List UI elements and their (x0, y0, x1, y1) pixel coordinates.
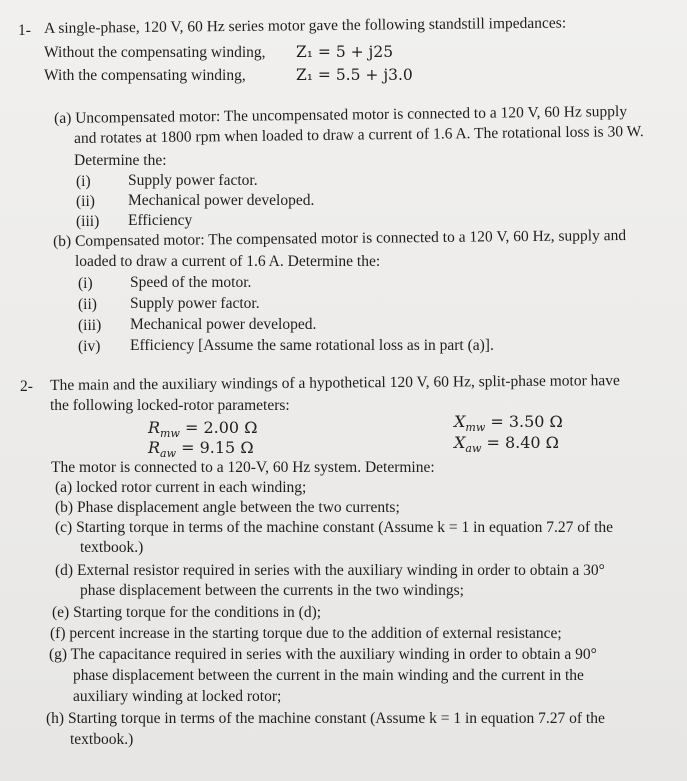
param-xaw: $X_{aw} = 8.40$ Ω (454, 433, 559, 455)
part-b-item-text: Speed of the motor. (130, 274, 252, 291)
without-compensating-label: Without the compensating winding, (44, 44, 266, 61)
problem1-intro: A single-phase, 120 V, 60 Hz series motor gave the following standstill impedances: (44, 14, 567, 37)
problem2-part: (e) Starting torque for the conditions in (d); (52, 604, 322, 621)
problem2-part: (g) The capacitance required in series with the auxiliary winding in order to obtain a 90° (49, 646, 597, 663)
problem2-part: (d) External resistor required in series with the auxiliary winding in order to obtain a 30° (55, 562, 605, 579)
part-b-item-text: Mechanical power developed. (130, 316, 317, 333)
part-b-item-num: (ii) (78, 296, 97, 313)
part-b-line-2: loaded to draw a current of 1.6 A. Determine the: (75, 253, 381, 270)
problem2-part-continued: phase displacement between the current in the main winding and the current in the (73, 667, 584, 684)
part-a-item-num: (ii) (76, 193, 95, 210)
problem2-determine: The motor is connected to a 120-V, 60 Hz system. Determine: (51, 459, 435, 476)
problem2-part: (f) percent increase in the starting torque due to the addition of external resistance; (50, 625, 562, 642)
with-compensating-label: With the compensating winding, (44, 67, 246, 84)
with-compensating-equation: Z₁ = 5.5 + j3.0 (296, 66, 413, 84)
param-xmw: $X_{mw} = 3.50$ Ω (454, 412, 563, 434)
problem2-part: (a) locked rotor current in each winding; (55, 479, 307, 496)
part-a-item-text: Supply power factor. (128, 172, 258, 189)
part-a-line-2: and rotates at 1800 rpm when loaded to draw a current of 1.6 A. The rotational loss is 30 W. (74, 123, 644, 147)
param-raw: $R_{aw} = 9.15$ Ω (148, 438, 254, 460)
part-a-item-text: Mechanical power developed. (128, 192, 315, 209)
part-a-line-1: (a) Uncompensated motor: The uncompensated motor is connected to a 120 V, 60 Hz supply (54, 103, 628, 127)
problem2-part: (b) Phase displacement angle between the two currents; (55, 499, 400, 516)
without-compensating-equation: Z₁ = 5 + j25 (296, 43, 394, 61)
problem2-number: 2- (20, 378, 33, 395)
problem2-part: (h) Starting torque in terms of the machine constant (Assume k = 1 in equation 7.27 of the (46, 710, 605, 727)
part-a-item-num: (i) (76, 173, 91, 190)
param-rmw: $R_{mw} = 2.00$ Ω (148, 418, 258, 440)
part-b-item-text: Supply power factor. (130, 295, 260, 312)
part-a-line-3: Determine the: (74, 152, 167, 169)
part-b-item-num: (iii) (78, 317, 102, 334)
problem1-number: 1- (18, 22, 31, 39)
part-b-item-num: (iv) (78, 338, 101, 355)
part-b-item-text: Efficiency [Assume the same rotational loss as in part (a)]. (130, 337, 494, 354)
problem2-intro-line-1: The main and the auxiliary windings of a hypothetical 120 V, 60 Hz, split-phase motor have (50, 372, 620, 394)
problem2-part-continued: auxiliary winding at locked rotor; (73, 688, 282, 705)
problem2-part: (c) Starting torque in terms of the machine constant (Assume k = 1 in equation 7.27 of the (55, 519, 613, 536)
problem2-part-continued: textbook.) (70, 731, 134, 748)
part-b-item-num: (i) (78, 275, 93, 292)
problem2-intro-line-2: the following locked-rotor parameters: (50, 397, 290, 414)
part-a-item-text: Efficiency (128, 212, 193, 229)
problem2-part-continued: textbook.) (80, 539, 144, 556)
problem2-part-continued: phase displacement between the currents in the two windings; (80, 582, 464, 599)
part-a-item-num: (iii) (76, 213, 100, 230)
part-b-line-1: (b) Compensated motor: The compensated motor is connected to a 120 V, 60 Hz, supply and (53, 227, 627, 250)
